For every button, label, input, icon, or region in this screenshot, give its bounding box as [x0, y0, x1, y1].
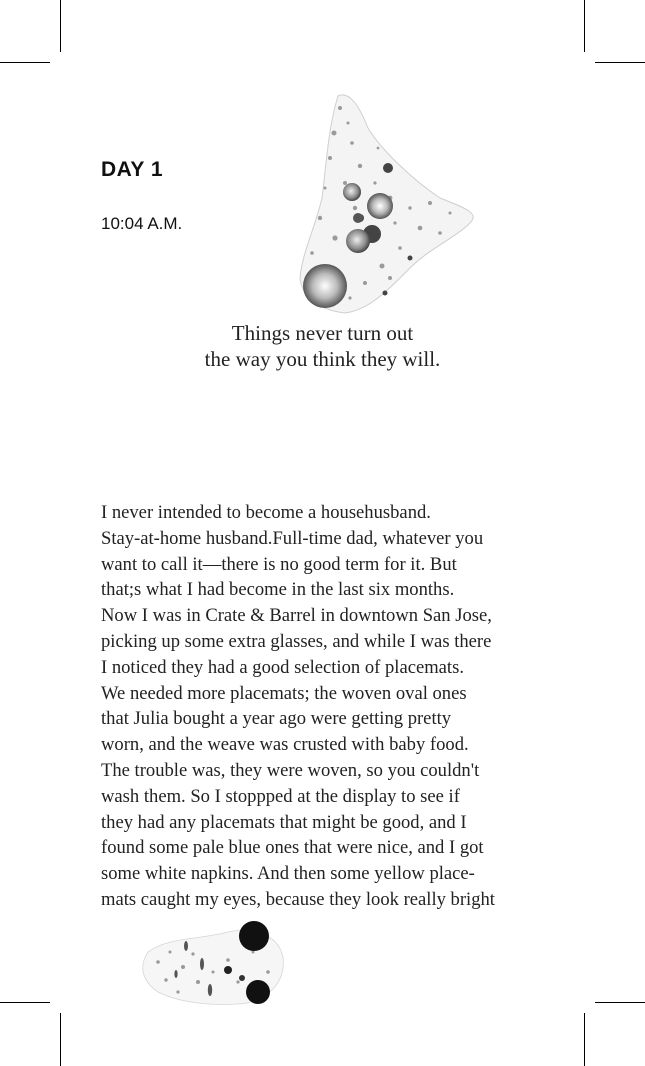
body-line: The trouble was, they were woven, so you couldn't — [101, 759, 480, 781]
epigraph-line: Things never turn out — [231, 321, 414, 345]
crop-mark-top-left-horizontal — [0, 62, 50, 63]
body-line: We needed more placemats; the woven oval ones — [101, 682, 467, 704]
top-ink-splatter-graphic — [290, 88, 485, 318]
body-line: wash them. So I stoppped at the display to see if — [101, 785, 460, 807]
crop-mark-bottom-left — [60, 1013, 61, 1066]
body-line: want to call it—there is no good term for it. But — [101, 553, 457, 575]
crop-mark-top-right — [584, 0, 585, 52]
crop-mark-bottom-left-horizontal — [0, 1002, 50, 1003]
body-line: that;s what I had become in the last six months. — [101, 579, 455, 601]
body-line: that Julia bought a year ago were getting pretty — [101, 708, 452, 730]
crop-mark-top-left — [60, 0, 61, 52]
body-line: found some pale blue ones that were nice, and I got — [101, 837, 484, 859]
body-paragraph — [101, 500, 551, 913]
body-line: I never intended to become a househusband. — [101, 502, 431, 523]
crop-mark-top-right-horizontal — [595, 62, 645, 63]
body-line: picking up some extra glasses, and while I was there — [101, 630, 492, 652]
crop-mark-bottom-right-horizontal — [595, 1002, 645, 1003]
body-line: Stay-at-home husband.Full-time dad, whatever you — [101, 527, 484, 549]
body-line: mats caught my eyes, because they look really bright — [101, 888, 495, 910]
body-line: some white napkins. And then some yellow place- — [101, 863, 475, 885]
bottom-ink-splatter-graphic — [138, 912, 288, 1007]
chapter-time: 10:04 A.M. — [101, 214, 183, 233]
crop-mark-bottom-right — [584, 1013, 585, 1066]
epigraph-line: the way you think they will. — [204, 347, 441, 371]
epigraph — [0, 320, 645, 372]
chapter-heading: DAY 1 — [101, 158, 164, 181]
body-line: they had any placemats that might be good, and I — [101, 811, 467, 833]
body-line: I noticed they had a good selection of placemats. — [101, 656, 464, 678]
body-line: Now I was in Crate & Barrel in downtown San Jose, — [101, 605, 492, 627]
body-line: worn, and the weave was crusted with baby food. — [101, 734, 469, 756]
